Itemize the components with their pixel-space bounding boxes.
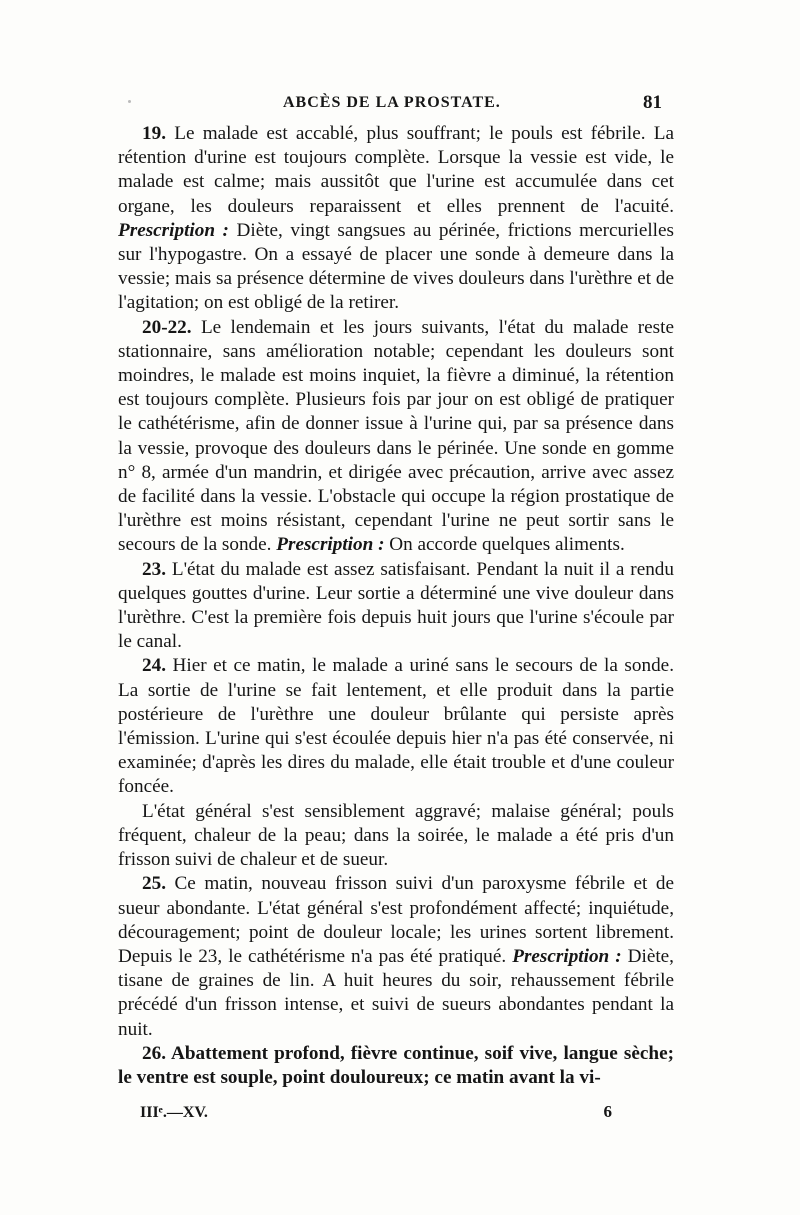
entry-number: 26. — [142, 1042, 166, 1064]
page-footer — [118, 1100, 674, 1130]
paragraph-24-continued — [118, 800, 674, 873]
paragraph-text: Abattement profond, fièvre continue, soif vive, langue sèche; le ventre est souple, point douloureux; ce matin avant la vi- — [118, 1042, 674, 1088]
page-number: 81 — [643, 92, 662, 113]
paragraph-text: L'état général s'est sensiblement aggravé; malaise général; pouls fréquent, chaleur de la peau; dans la soirée, le malade a été pris d'un frisson suivi de chaleur et de sueur. — [118, 800, 674, 871]
paragraph-25 — [118, 872, 674, 1041]
paragraph-23 — [118, 558, 674, 655]
paragraph-text-after: Diète, tisane de graines de lin. A huit heures du soir, rehaussement fébrile précédé d'un frisson intense, et suivi de sueurs abondantes pendant la nuit. — [118, 945, 674, 1040]
signature-mark: IIIᵉ.—XV. — [140, 1104, 208, 1122]
paragraph-text-after: Diète, vingt sangsues au périnée, frictions mercurielles sur l'hypogastre. On a essayé de placer une sonde à demeure dans la vessie; mais sa présence détermine de vives douleurs dans l'urèthre et de l'agitation; on est obligé de la retirer. — [118, 219, 674, 314]
paragraph-text: Hier et ce matin, le malade a uriné sans le secours de la sonde. La sortie de l'urine se fait lentement, et elle produit dans la partie postérieure de l'urèthre une douleur brûlante qui persiste après l'émission. L'urine qui s'est écoulée depuis hier n'a pas été conservée, ni examinée; d'après les dires du malade, elle était trouble et d'une couleur foncée. — [118, 655, 674, 798]
body-text — [118, 122, 674, 1090]
prescription-label: Prescription : — [276, 534, 385, 556]
entry-number: 25. — [142, 873, 166, 895]
page-header — [118, 92, 674, 122]
paragraph-26 — [118, 1042, 674, 1090]
entry-number: 19. — [142, 123, 166, 144]
paragraph-20-22 — [118, 316, 674, 558]
paragraph-24 — [118, 654, 674, 799]
paragraph-text: L'état du malade est assez satisfaisant. Pendant la nuit il a rendu quelques gouttes d'urine. Leur sortie a déterminé une vive douleur dans l'urèthre. C'est la première fois depuis huit jours que l'urine s'écoule par le canal. — [118, 558, 674, 653]
paragraph-text: Le malade est accablé, plus souffrant; le pouls est fébrile. La rétention d'urine est toujours complète. Lorsque la vessie est vide, le malade est calme; mais aussitôt que l'urine est accumulée dans cet organe, les douleurs reparaissent et elles prennent de l'acuité. — [118, 123, 674, 217]
book-page — [118, 92, 674, 1130]
entry-number: 24. — [142, 655, 166, 677]
entry-number: 23. — [142, 558, 166, 580]
running-head: ABCÈS DE LA PROSTATE. — [283, 94, 501, 111]
paragraph-19 — [118, 122, 674, 316]
prescription-label: Prescription : — [118, 219, 229, 241]
paragraph-text: Le lendemain et les jours suivants, l'état du malade reste stationnaire, sans amélioration notable; cependant les douleurs sont moindres, le malade est moins inquiet, la fièvre a diminué, la rétention est toujours complète. Plusieurs fois par jour on est obligé de pratiquer le cathétérisme, afin de donner issue à l'urine qui, par sa présence dans la vessie, provoque des douleurs dans le périnée. Une sonde en gomme n° 8, armée d'un mandrin, et dirigée avec précaution, arrive avec assez de facilité dans la vessie. L'obstacle qui occupe la région prostatique de l'urèthre est moins résistant, cependant l'urine ne peut sortir sans le secours de la sonde. — [118, 316, 674, 556]
paragraph-text: Ce matin, nouveau frisson suivi d'un paroxysme fébrile et de sueur abondante. L'état général s'est profondément affecté; inquiétude, découragement; point de douleur locale; les urines sortent librement. Depuis le 23, le cathétérisme n'a pas été pratiqué. — [118, 873, 674, 967]
sheet-number: 6 — [603, 1102, 612, 1122]
paragraph-text-after: On accorde quelques aliments. — [384, 534, 625, 556]
entry-number: 20-22. — [142, 316, 192, 338]
prescription-label: Prescription : — [512, 945, 622, 967]
